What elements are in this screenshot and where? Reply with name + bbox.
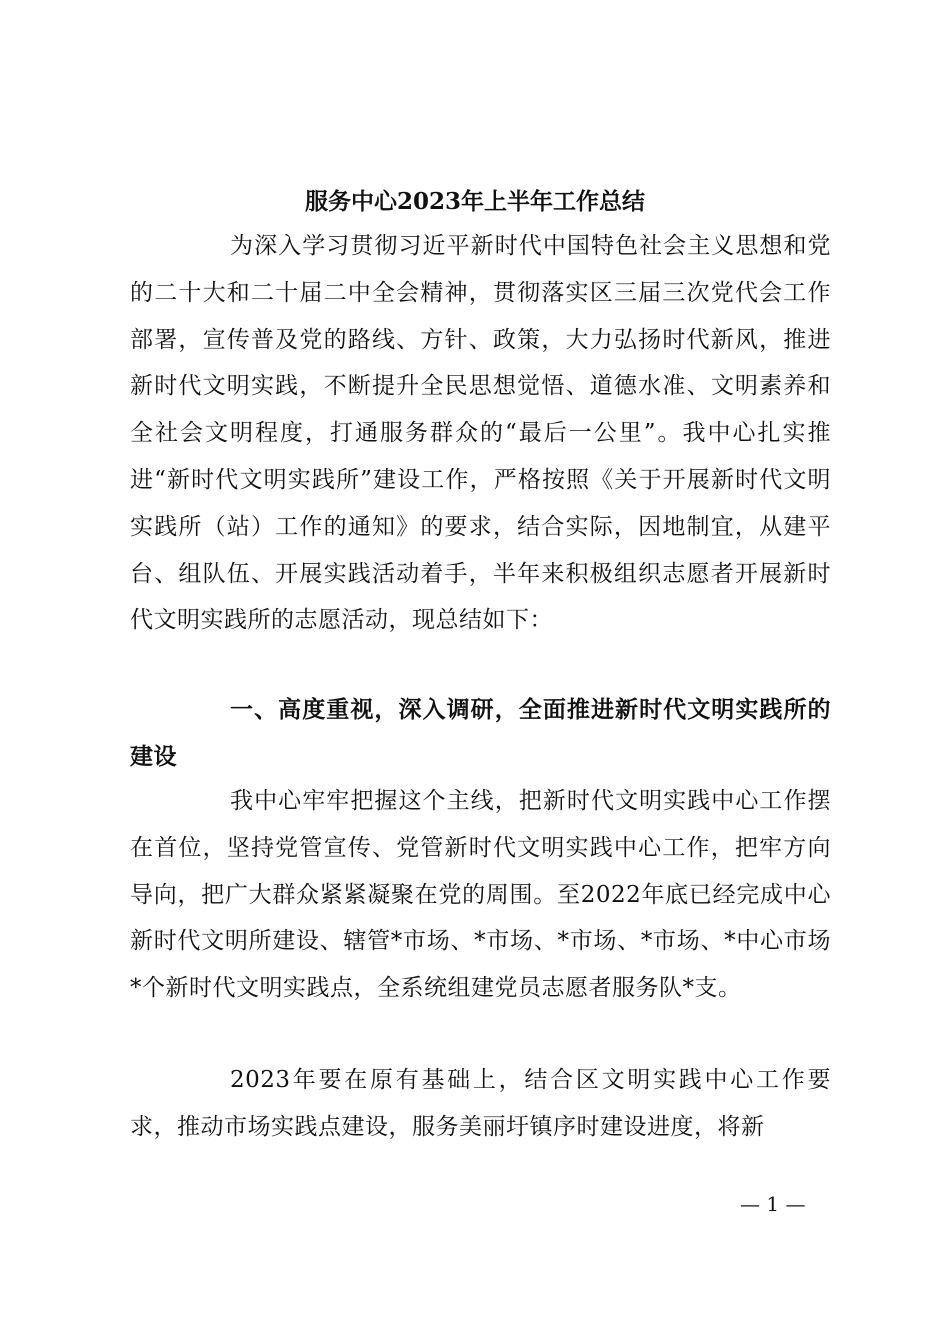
paragraph-intro: 为深入学习贯彻习近平新时代中国特色社会主义思想和党的二十大和二十届二中全会精神，贯彻落实区三届三次党代会工作部署，宣传普及党的路线、方针、政策，大力弘扬时代新风，推进新时代文明实践，不断提升全民思想觉悟、道德水准、文明素养和全社会文明程度，打通服务群众的“最后一公里”。我中心扎实推进“新时代文明实践所”建设工作，严格按照《关于开展新时代文明实践所（站）工作的通知》的要求，结合实际，因地制宜，从建平台、组队伍、开展实践活动着手，半年来积极组织志愿者开展新时代文明实践所的志愿活动，现总结如下：	[130, 233, 831, 634]
paragraph-section-1: 我中心牢牢把握这个主线，把新时代文明实践中心工作摆在首位，坚持党管宣传、党管新时代文明实践中心工作，把牢方向导向，把广大群众紧紧凝聚在党的周围。至2022年底已经完成中心新时代文明所建设、辖管*市场、*市场、*市场、*市场、*中心市场*个新时代文明实践点，全系统组建党员志愿者服务队*支。	[130, 788, 831, 1002]
document-title: 服务中心2023年上半年工作总结	[304, 188, 645, 215]
section-heading-1: 一、高度重视，深入调研，全面推进新时代文明实践所的建设	[130, 697, 831, 770]
paragraph-2023-plan: 2023年要在原有基础上，结合区文明实践中心工作要求，推动市场实践点建设，服务美丽圩镇序时建设进度，将新	[130, 1067, 831, 1140]
page-number: — 1 —	[740, 1192, 806, 1216]
